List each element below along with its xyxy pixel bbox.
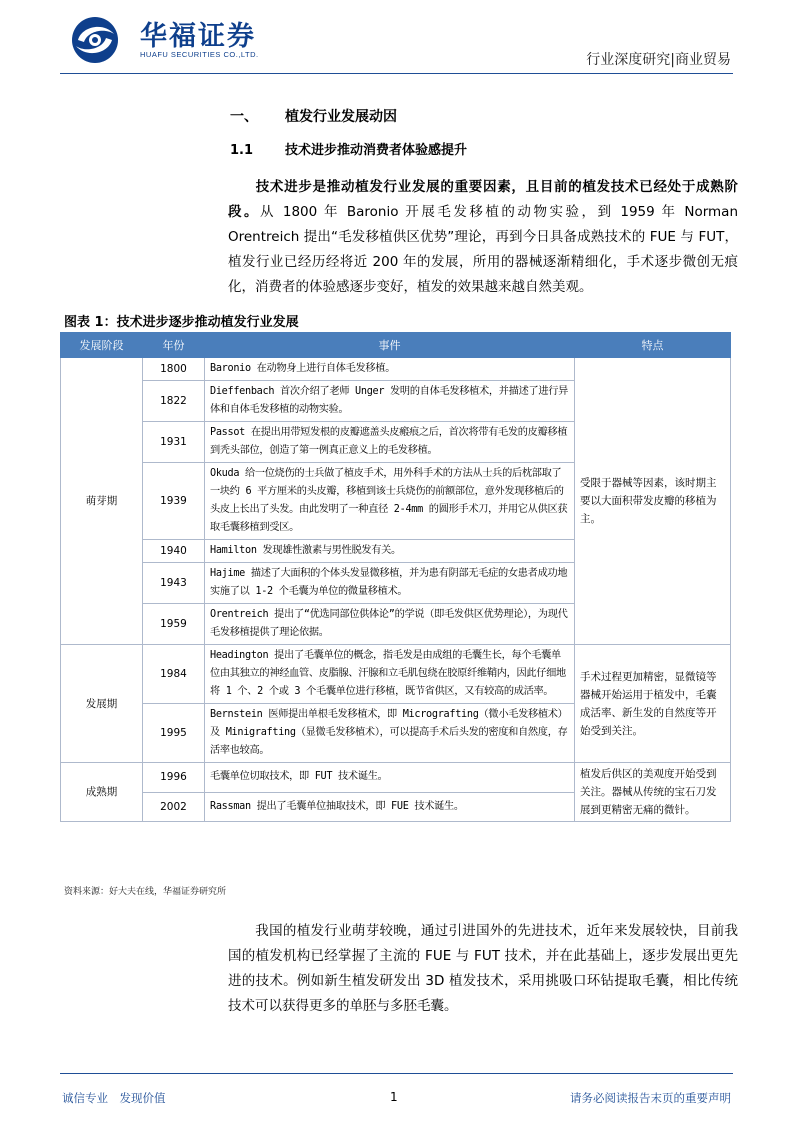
footer-divider xyxy=(60,1073,733,1074)
event-cell: Okuda 给一位烧伤的士兵做了植皮手术，用外科手术的方法从士兵的后枕部取了一块约 6 平方厘米的头皮瓣，移植到该士兵烧伤的前额部位，意外发现移植后的头皮上长出了头发。由此发明了一种直径 2-4mm 的圆形手术刀，并用它从供区获取毛囊移植到受区。 xyxy=(205,463,575,540)
feature-cell: 受限于器械等因素，该时期主要以大面积带发皮瓣的移植为主。 xyxy=(575,358,731,645)
year-cell: 1940 xyxy=(143,540,205,563)
column-header-year: 年份 xyxy=(143,333,205,358)
table-row xyxy=(61,358,731,381)
feature-cell: 植发后供区的美观度开始受到关注。器械从传统的宝石刀发展到更精密无痛的微针。 xyxy=(575,763,731,822)
year-cell: 1959 xyxy=(143,604,205,645)
paragraph-lead: 技术进步是推动植发行业发展的重要因素，且目前的植发技术已经处于成熟阶段。 xyxy=(228,179,738,220)
year-cell: 1939 xyxy=(143,463,205,540)
table-row xyxy=(61,763,731,793)
section-heading xyxy=(230,106,397,126)
event-cell: Hamilton 发现雄性激素与男性脱发有关。 xyxy=(205,540,575,563)
body-paragraph-2 xyxy=(228,919,738,1019)
year-cell: 1984 xyxy=(143,645,205,704)
stage-cell: 发展期 xyxy=(61,645,143,763)
paragraph-text: 我国的植发行业萌芽较晚，通过引进国外的先进技术，近年来发展较快，目前我国的植发机构已经掌握了主流的 FUE 与 FUT 技术，并在此基础上，逐步发展出更先进的技术。例如新生植发研发出 3D 植发技术，采用挑吸口环钻提取毛囊，相比传统技术可以获得更多的单胚与多胚毛囊。 xyxy=(228,923,738,1014)
event-cell: Headington 提出了毛囊单位的概念，指毛发是由成组的毛囊生长，每个毛囊单位由其独立的神经血管、皮脂腺、汗腺和立毛肌包绕在胶原纤维鞘内，因此仔细地将 1 个、2 个或 3 个毛囊单位进行移植，既节省供区，又有较高的成活率。 xyxy=(205,645,575,704)
table-header-row xyxy=(61,333,731,358)
year-cell: 1995 xyxy=(143,704,205,763)
column-header-stage: 发展阶段 xyxy=(61,333,143,358)
column-header-event: 事件 xyxy=(205,333,575,358)
development-table xyxy=(60,332,731,822)
year-cell: 1800 xyxy=(143,358,205,381)
column-header-feature: 特点 xyxy=(575,333,731,358)
section-title: 植发行业发展动因 xyxy=(285,109,397,125)
year-cell: 1943 xyxy=(143,563,205,604)
event-cell: Passot 在提出用带短发根的皮瓣遮盖头皮瘢痕之后，首次将带有毛发的皮瓣移植到秃头部位，创造了第一例真正意义上的毛发移植。 xyxy=(205,422,575,463)
subsection-title: 技术进步推动消费者体验感提升 xyxy=(285,143,468,158)
table-row xyxy=(61,645,731,704)
section-number: 一、 xyxy=(230,109,258,125)
brand-name: 华福证券 xyxy=(140,21,256,52)
stage-cell: 成熟期 xyxy=(61,763,143,822)
feature-cell: 手术过程更加精密，显微镜等器械开始运用于植发中，毛囊成活率、新生发的自然度等开始受到关注。 xyxy=(575,645,731,763)
subsection-number: 1.1 xyxy=(230,143,254,158)
footer-disclaimer: 请务必阅读报告末页的重要声明 xyxy=(570,1091,731,1105)
year-cell: 1931 xyxy=(143,422,205,463)
footer-slogan: 诚信专业 发现价值 xyxy=(62,1091,166,1105)
event-cell: Orentreich 提出了“优选同部位供体论”的学说（即毛发供区优势理论），为现代毛发移植提供了理论依据。 xyxy=(205,604,575,645)
event-cell: Dieffenbach 首次介绍了老师 Unger 发明的自体毛发移植术，并描述了进行异体和自体毛发移植的动物实验。 xyxy=(205,381,575,422)
event-cell: Bernstein 医师提出单根毛发移植术，即 Micrografting（微小毛发移植术）及 Minigrafting（显微毛发移植术），可以提高手术后头发的密度和自然度，存活率也较高。 xyxy=(205,704,575,763)
report-type: 行业深度研究|商业贸易 xyxy=(586,52,731,68)
page-number: 1 xyxy=(390,1090,398,1104)
year-cell: 1822 xyxy=(143,381,205,422)
header-divider xyxy=(60,73,733,74)
huafu-logo-icon xyxy=(68,14,128,66)
event-cell: Rassman 提出了毛囊单位抽取技术，即 FUE 技术诞生。 xyxy=(205,792,575,822)
brand-name-en: HUAFU SECURITIES CO.,LTD. xyxy=(140,50,259,59)
subsection-heading xyxy=(230,139,467,158)
paragraph-text: 从 1800 年 Baronio 开展毛发移植的动物实验，到 1959 年 Norman Orentreich 提出“毛发移植供区优势”理论，再到今日具备成熟技术的 FUE 与 FUT，植发行业已经历经将近 200 年的发展，所用的器械逐渐精细化，手术逐步微创无痕化，消费者的体验感逐步变好，植发的效果越来越自然美观。 xyxy=(228,204,739,295)
figure-source: 资料来源：好大夫在线，华福证券研究所 xyxy=(64,887,227,897)
event-cell: Hajime 描述了大面积的个体头发显微移植，并为患有阴部无毛症的女患者成功地实施了以 1-2 个毛囊为单位的微量移植术。 xyxy=(205,563,575,604)
figure-title: 图表 1：技术进步逐步推动植发行业发展 xyxy=(64,315,299,330)
year-cell: 1996 xyxy=(143,763,205,793)
stage-cell: 萌芽期 xyxy=(61,358,143,645)
page-header xyxy=(0,0,793,80)
event-cell: 毛囊单位切取技术，即 FUT 技术诞生。 xyxy=(205,763,575,793)
body-paragraph-1 xyxy=(228,175,738,300)
event-cell: Baronio 在动物身上进行自体毛发移植。 xyxy=(205,358,575,381)
year-cell: 2002 xyxy=(143,792,205,822)
